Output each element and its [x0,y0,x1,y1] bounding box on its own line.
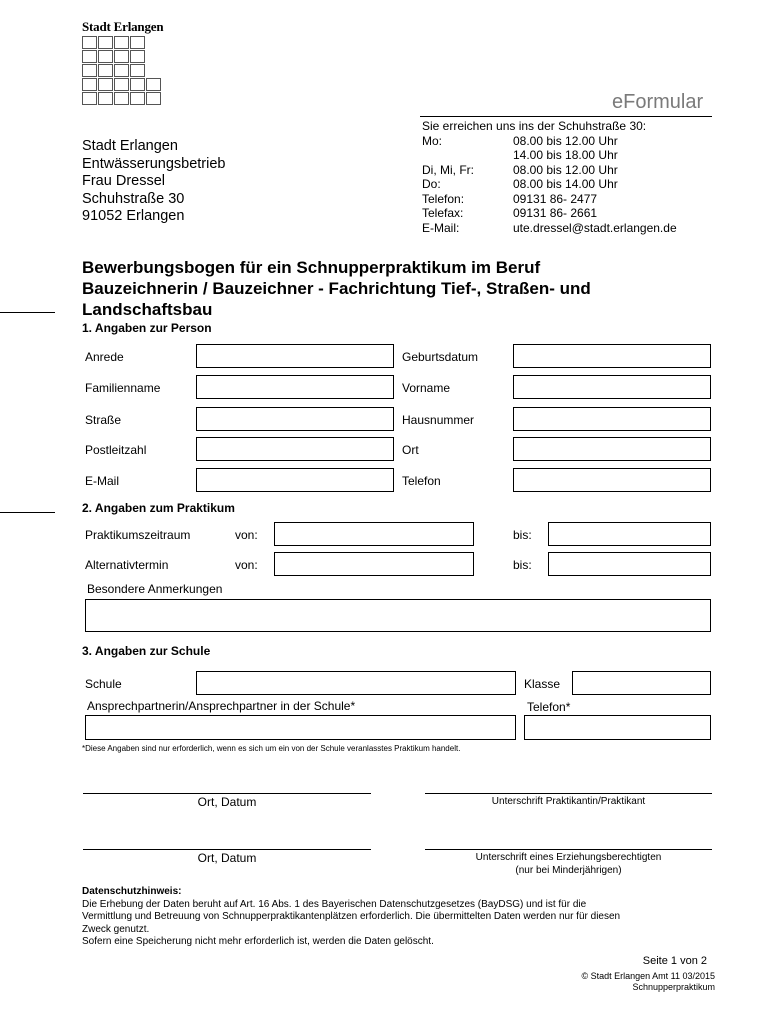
eformular-label: eFormular [612,91,704,113]
plz-input[interactable] [196,437,394,461]
contact-row: Telefon: 09131 86- 2477 [422,191,598,206]
section-heading-praktikum: 2. Angaben zum Praktikum [82,501,235,515]
familienname-input[interactable] [196,375,394,399]
header-rule [420,116,712,117]
page-title: Bewerbungsbogen für ein Schnupperpraktikum im Beruf Bauzeichnerin / Bauzeichner - Fachrichtung Tief-, Straßen- und Landschaftsbau [82,258,591,319]
label-vorname: Vorname [402,381,451,395]
logo-text: Stadt Erlangen [82,19,164,34]
label-von: von: [235,528,258,542]
label-klasse: Klasse [524,677,561,691]
email-input[interactable] [196,468,394,492]
schul-telefon-input[interactable] [524,715,711,740]
page-number: Seite 1 von 2 [642,955,707,967]
label-geburtsdatum: Geburtsdatum [402,350,479,364]
label-anrede: Anrede [85,350,124,364]
alternativ-von-input[interactable] [274,552,474,576]
fold-mark [0,512,55,513]
datenschutz-block: Datenschutzhinweis: Die Erhebung der Daten beruht auf Art. 16 Abs. 1 des Bayerischen Datenschutzgesetzes (BayDSG) und ist für die Vermittlung und Betreuung von Schnupperpraktikantenplätzen erforderlich. Die übermittelten Daten werden nur für diesen Zweck genutzt. Sofern eine Speicherung nicht mehr erforderlich ist, werden die Daten gelöscht. [82,886,621,947]
label-schule: Schule [85,677,122,691]
contact-row: Di, Mi, Fr: 08.00 bis 12.00 Uhr [422,162,618,177]
hausnummer-input[interactable] [513,407,711,431]
label-ort-datum: Ort, Datum [197,795,257,809]
label-ort-datum: Ort, Datum [197,851,257,865]
label-email: E-Mail [85,474,120,488]
contact-email[interactable]: ute.dressel@stadt.erlangen.de [513,220,677,235]
signature-line [425,793,712,794]
signature-line [83,793,371,794]
contact-row: E-Mail: ute.dressel@stadt.erlangen.de [422,220,677,235]
signature-line [425,849,712,850]
label-plz: Postleitzahl [85,443,147,457]
label-anmerkungen: Besondere Anmerkungen [87,582,223,596]
zeitraum-bis-input[interactable] [548,522,711,546]
contact-row: Mo: 08.00 bis 12.00 Uhr [422,133,618,148]
contact-row: Telefax: 09131 86- 2661 [422,206,598,220]
contact-block [422,119,677,235]
contact-row: 14.00 bis 18.00 Uhr [513,148,618,162]
contact-intro: Sie erreichen uns ins der Schuhstraße 30: [422,119,647,133]
contact-row: Do: 08.00 bis 14.00 Uhr [422,177,618,191]
label-familienname: Familienname [85,381,161,395]
label-bis: bis: [513,558,532,572]
strasse-input[interactable] [196,407,394,431]
city-logo-grid [82,36,161,105]
label-unterschrift-praktikant: Unterschrift Praktikantin/Praktikant [491,796,646,807]
ort-input[interactable] [513,437,711,461]
recipient-address: Stadt Erlangen Entwässerungsbetrieb Frau Dressel Schuhstraße 30 91052 Erlangen [82,138,226,224]
label-telefon: Telefon [402,474,441,488]
label-ort: Ort [402,443,419,457]
vorname-input[interactable] [513,375,711,399]
label-ansprechpartner: Ansprechpartnerin/Ansprechpartner in der Schule* [87,699,356,713]
label-unterschrift-erziehungsberechtigter: Unterschrift eines Erziehungsberechtigten (nur bei Minderjährigen) [475,852,662,876]
klasse-input[interactable] [572,671,711,695]
label-bis: bis: [513,528,532,542]
label-hausnummer: Hausnummer [402,413,475,427]
schule-input[interactable] [196,671,516,695]
section-heading-person: 1. Angaben zur Person [82,321,212,335]
anrede-input[interactable] [196,344,394,368]
footnote: *Diese Angaben sind nur erforderlich, wenn es sich um ein von der Schule veranlasstes Praktikum handelt. [82,744,461,753]
signature-line [83,849,371,850]
datenschutz-heading: Datenschutzhinweis: [82,886,182,897]
footer-copyright: © Stadt Erlangen Amt 11 03/2015 Schnupperpraktikum [581,971,715,992]
label-praktikumszeitraum: Praktikumszeitraum [85,528,191,542]
ansprechpartner-input[interactable] [85,715,516,740]
telefon-input[interactable] [513,468,711,492]
label-alternativtermin: Alternativtermin [85,558,169,572]
anmerkungen-textarea[interactable] [85,599,711,632]
label-strasse: Straße [85,413,122,427]
fold-mark [0,312,55,313]
alternativ-bis-input[interactable] [548,552,711,576]
section-heading-schule: 3. Angaben zur Schule [82,644,211,658]
label-schul-telefon: Telefon* [527,700,571,714]
label-von: von: [235,558,258,572]
geburtsdatum-input[interactable] [513,344,711,368]
zeitraum-von-input[interactable] [274,522,474,546]
